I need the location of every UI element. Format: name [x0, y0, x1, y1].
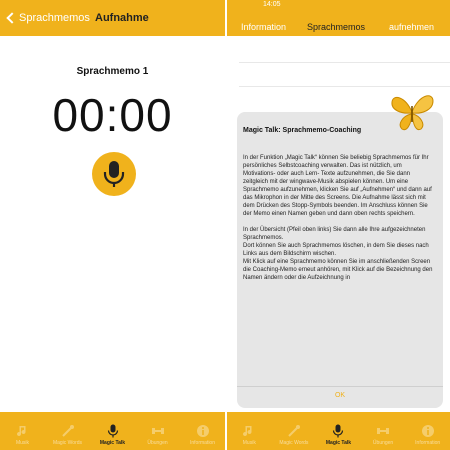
record-button[interactable] — [92, 152, 136, 196]
ok-button[interactable]: OK — [334, 392, 346, 399]
microphone-icon — [102, 160, 126, 188]
tab-label: Übungen — [372, 440, 394, 446]
butterfly-icon — [389, 92, 435, 134]
tab-label: Magic Talk — [99, 440, 126, 446]
tab-uebungen[interactable] — [135, 412, 180, 450]
chevron-left-icon — [6, 12, 17, 23]
nav-bar — [0, 0, 225, 36]
magic-wand-icon — [287, 424, 301, 438]
microphone-icon — [106, 424, 120, 438]
dialog-paragraph: Dort können Sie auch Sprachmemos löschen, in dem Sie dieses nach Links aus dem Bildschirm wischen. — [243, 243, 429, 257]
music-icon — [242, 424, 256, 438]
dialog-body[interactable] — [243, 154, 435, 384]
dialog-paragraph: In der Funktion „Magic Talk“ können Sie beliebig Sprachmemos für Ihr persönliches Selbstcoaching verwalten. Das ist nützlich, um Motivations- oder auch Lern- Texte aufzunehmen, die Sie dann zeitgleich mit der wingwave-Musik abspielen können. Um eine Sprachmemo aufzunehmen, klicken Sie auf „Aufnehmen“ und dann auf das Mikrophon in der Mitte des Screens. Die Aufnahme lässt sich mit dem Drücken des Stopp-Symbols beenden. Im Anschluss können Sie der Memo einen Namen geben und dann oben rechts speichern. — [243, 155, 432, 217]
microphone-icon — [331, 424, 345, 438]
recording-timer: 00:00 — [52, 89, 173, 141]
back-label: Sprachmemos — [19, 12, 90, 24]
dumbbell-icon — [151, 424, 165, 438]
memo-name[interactable]: Sprachmemo 1 — [76, 66, 149, 77]
page-title: Aufnahme — [95, 12, 149, 24]
magic-wand-icon — [61, 424, 75, 438]
tab-bar — [227, 412, 450, 450]
info-icon — [196, 424, 210, 438]
music-icon — [16, 424, 30, 438]
record-link-button[interactable]: aufnehmen — [389, 22, 435, 32]
dumbbell-icon — [376, 424, 390, 438]
tab-magic-talk[interactable] — [316, 412, 361, 450]
nav-bar — [227, 0, 450, 36]
tab-magic-words[interactable] — [272, 412, 317, 450]
page-title: Sprachmemos — [307, 22, 366, 32]
tab-musik[interactable] — [227, 412, 272, 450]
tab-label: Magic Talk — [325, 440, 352, 446]
list-divider — [239, 86, 450, 87]
back-button[interactable] — [8, 12, 90, 24]
tab-uebungen[interactable] — [361, 412, 406, 450]
dialog-paragraph: Mit Klick auf eine Sprachmemo können Sie im anschließenden Screen die Coaching-Memo erneut anhören, mit Klick auf die Bezeichnung den Namen ändern oder die Aufzeichnung in — [243, 259, 433, 281]
tab-label: Information — [189, 440, 215, 446]
tab-label: Musik — [15, 440, 30, 446]
tab-bar — [0, 412, 225, 450]
sprachmemos-screen — [225, 0, 450, 450]
status-time: 14:05 — [263, 1, 281, 8]
list-divider — [239, 62, 450, 63]
tab-information[interactable] — [180, 412, 225, 450]
dialog-divider — [237, 386, 443, 387]
dialog-title: Magic Talk: Sprachmemo-Coaching — [243, 127, 362, 134]
info-icon — [421, 424, 435, 438]
tab-magic-talk[interactable] — [90, 412, 135, 450]
information-button[interactable]: Information — [241, 22, 287, 32]
tab-label: Musik — [242, 440, 256, 446]
tab-musik[interactable] — [0, 412, 45, 450]
info-dialog — [237, 112, 443, 408]
tab-label: Information — [415, 440, 441, 446]
tab-label: Übungen — [147, 440, 168, 446]
tab-label: Magic Words — [52, 440, 83, 446]
tab-information[interactable] — [405, 412, 450, 450]
tab-label: Magic Words — [279, 440, 309, 446]
tab-magic-words[interactable] — [45, 412, 90, 450]
dialog-paragraph: In der Übersicht (Pfeil oben links) Sie dann alle Ihre aufgezeichneten Sprachmemos. — [243, 227, 426, 241]
